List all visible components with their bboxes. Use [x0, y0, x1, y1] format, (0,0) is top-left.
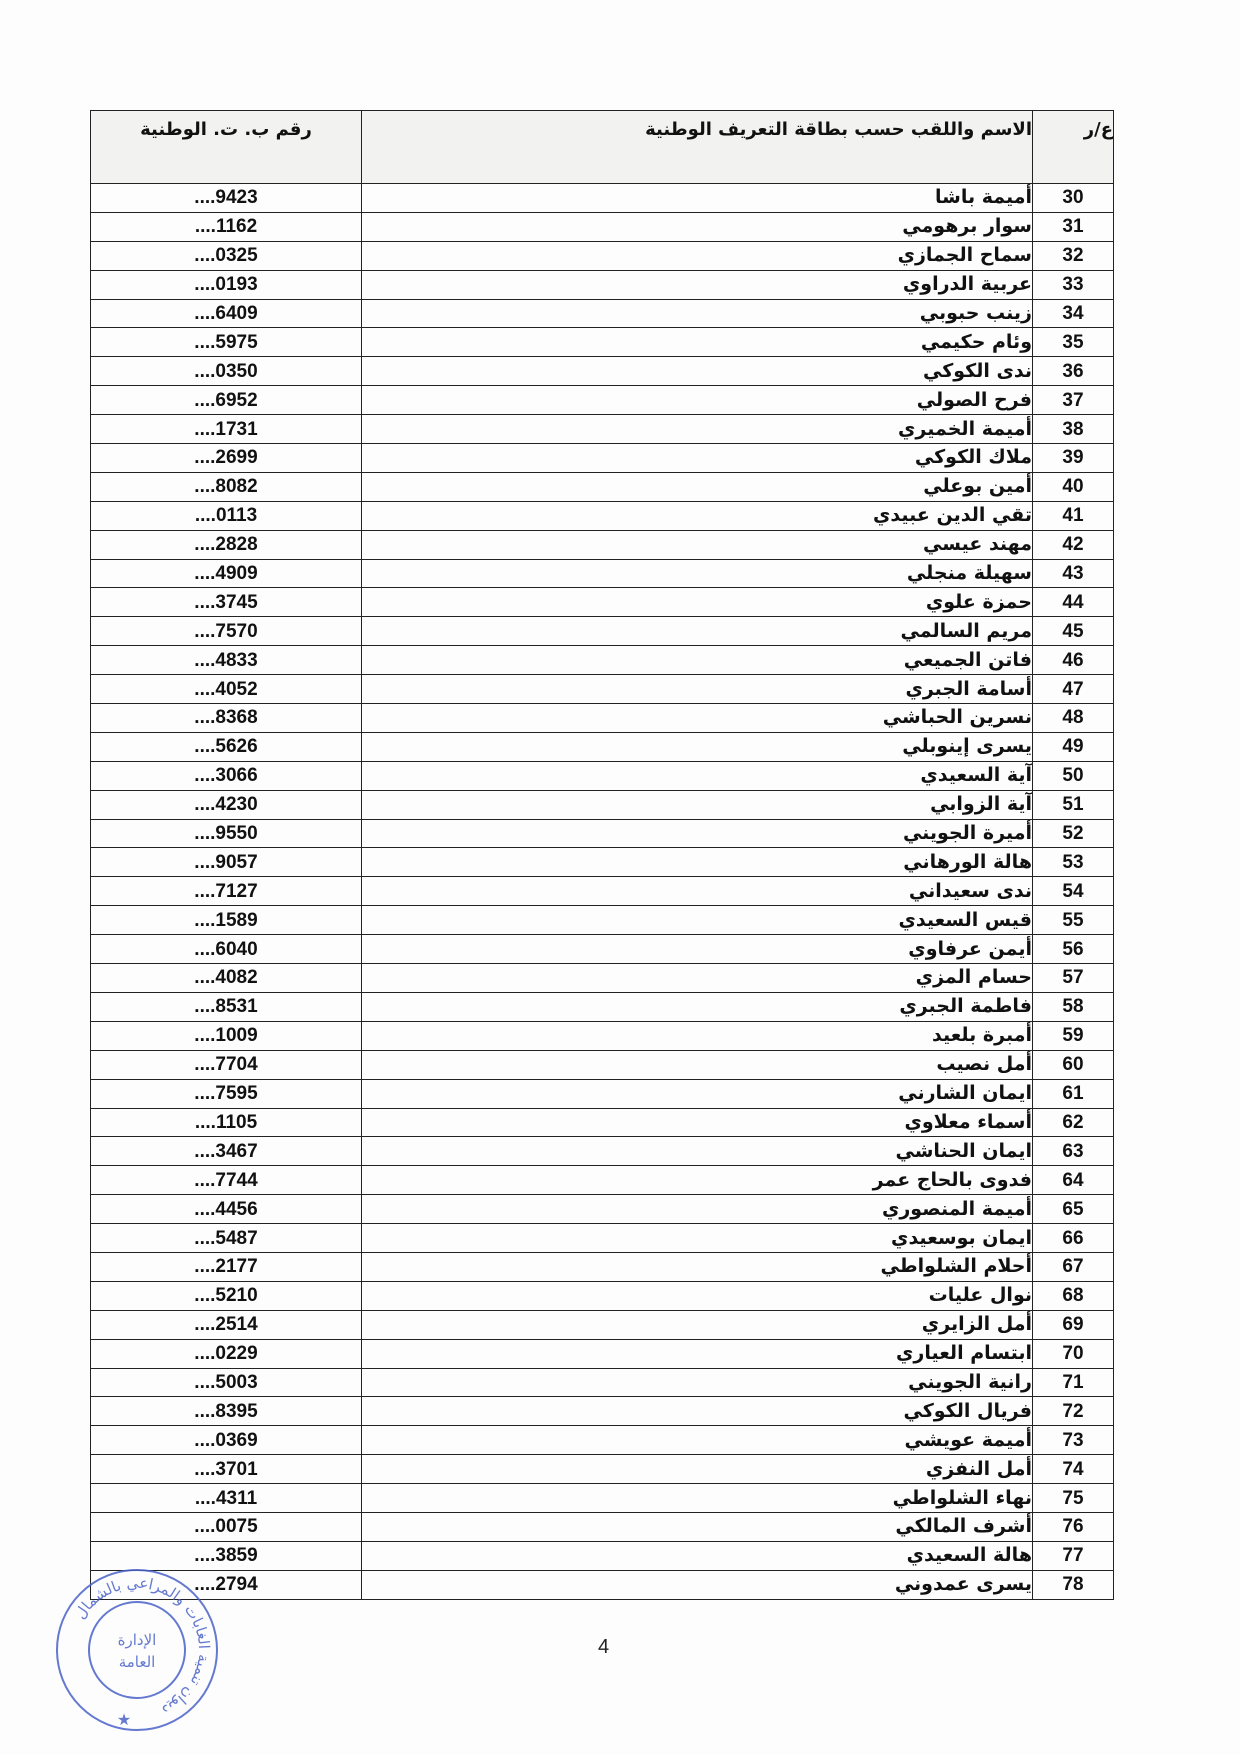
row-id-number: ....0229 — [91, 1339, 362, 1368]
roster-table — [90, 110, 1114, 1600]
row-id-number: ....1009 — [91, 1021, 362, 1050]
table-row — [91, 1108, 1114, 1137]
row-id-number: ....8531 — [91, 992, 362, 1021]
row-name: عربية الدراوي — [362, 270, 1033, 299]
table-row — [91, 328, 1114, 357]
table-row — [91, 1166, 1114, 1195]
table-row — [91, 386, 1114, 415]
row-name: تقي الدين عبيدي — [362, 501, 1033, 530]
row-name: مهند عيسي — [362, 530, 1033, 559]
table-row — [91, 184, 1114, 213]
table-row — [91, 357, 1114, 386]
row-name: ايمان الشارني — [362, 1079, 1033, 1108]
table-row — [91, 848, 1114, 877]
row-name: سهيلة منجلي — [362, 559, 1033, 588]
table-row — [91, 1050, 1114, 1079]
table-row — [91, 704, 1114, 733]
row-id-number: ....0113 — [91, 501, 362, 530]
row-number: 41 — [1033, 501, 1114, 530]
table-row — [91, 1021, 1114, 1050]
row-id-number: ....0075 — [91, 1512, 362, 1541]
row-number: 34 — [1033, 299, 1114, 328]
table-row — [91, 501, 1114, 530]
row-id-number: ....4311 — [91, 1484, 362, 1513]
row-number: 56 — [1033, 935, 1114, 964]
row-number: 48 — [1033, 704, 1114, 733]
row-number: 52 — [1033, 819, 1114, 848]
official-stamp — [52, 1565, 222, 1735]
row-number: 73 — [1033, 1426, 1114, 1455]
row-id-number: ....1731 — [91, 415, 362, 444]
row-name: ندى الكوكي — [362, 357, 1033, 386]
row-id-number: ....3701 — [91, 1455, 362, 1484]
table-row — [91, 1455, 1114, 1484]
table-row — [91, 1252, 1114, 1281]
row-number: 58 — [1033, 992, 1114, 1021]
row-number: 63 — [1033, 1137, 1114, 1166]
row-name: فاطمة الجبري — [362, 992, 1033, 1021]
row-number: 54 — [1033, 877, 1114, 906]
table-row — [91, 1570, 1114, 1599]
row-number: 65 — [1033, 1195, 1114, 1224]
row-id-number: ....5003 — [91, 1368, 362, 1397]
row-number: 75 — [1033, 1484, 1114, 1513]
stamp-ring-text: ديوان تنمية الغابات والمراعي بالشمال — [70, 1573, 214, 1720]
row-name: ملاك الكوكي — [362, 444, 1033, 473]
row-name: أميرة الجويني — [362, 819, 1033, 848]
row-name: أميمة الخميري — [362, 415, 1033, 444]
row-number: 44 — [1033, 588, 1114, 617]
table-row — [91, 877, 1114, 906]
table-row — [91, 241, 1114, 270]
row-id-number: ....6409 — [91, 299, 362, 328]
table-row — [91, 415, 1114, 444]
row-number: 67 — [1033, 1252, 1114, 1281]
row-name: ايمان الحناشي — [362, 1137, 1033, 1166]
table-row — [91, 1397, 1114, 1426]
row-id-number: ....4230 — [91, 790, 362, 819]
row-name: آية السعيدي — [362, 761, 1033, 790]
row-name: نسرين الحباشي — [362, 704, 1033, 733]
table-row — [91, 588, 1114, 617]
row-id-number: ....4082 — [91, 964, 362, 993]
row-number: 47 — [1033, 675, 1114, 704]
row-id-number: ....4456 — [91, 1195, 362, 1224]
row-name: حمزة علوي — [362, 588, 1033, 617]
table-row — [91, 646, 1114, 675]
row-name: سماح الجمازي — [362, 241, 1033, 270]
row-id-number: ....3859 — [91, 1541, 362, 1570]
table-row — [91, 790, 1114, 819]
table-row — [91, 444, 1114, 473]
row-id-number: ....7127 — [91, 877, 362, 906]
row-number: 62 — [1033, 1108, 1114, 1137]
table-row — [91, 1368, 1114, 1397]
row-number: 68 — [1033, 1281, 1114, 1310]
row-name: نوال عليات — [362, 1281, 1033, 1310]
roster-body — [91, 184, 1114, 1600]
row-name: رانية الجويني — [362, 1368, 1033, 1397]
row-number: 37 — [1033, 386, 1114, 415]
row-number: 43 — [1033, 559, 1114, 588]
row-name: أيمن عرفاوي — [362, 935, 1033, 964]
table-row — [91, 675, 1114, 704]
row-number: 69 — [1033, 1310, 1114, 1339]
row-name: أميمة باشا — [362, 184, 1033, 213]
row-number: 46 — [1033, 646, 1114, 675]
row-number: 36 — [1033, 357, 1114, 386]
row-name: نهاء الشلواطي — [362, 1484, 1033, 1513]
row-name: أميمة المنصوري — [362, 1195, 1033, 1224]
row-number: 71 — [1033, 1368, 1114, 1397]
row-name: يسرى إينوبلي — [362, 732, 1033, 761]
table-row — [91, 559, 1114, 588]
row-id-number: ....0193 — [91, 270, 362, 299]
row-name: فاتن الجميعي — [362, 646, 1033, 675]
row-number: 77 — [1033, 1541, 1114, 1570]
row-id-number: ....3467 — [91, 1137, 362, 1166]
row-id-number: ....1589 — [91, 906, 362, 935]
row-id-number: ....6952 — [91, 386, 362, 415]
row-name: حسام المزي — [362, 964, 1033, 993]
row-id-number: ....3745 — [91, 588, 362, 617]
table-row — [91, 964, 1114, 993]
row-id-number: ....5487 — [91, 1224, 362, 1253]
row-number: 53 — [1033, 848, 1114, 877]
row-id-number: ....4833 — [91, 646, 362, 675]
header-number: ع/ر — [1033, 111, 1114, 184]
table-row — [91, 1195, 1114, 1224]
row-id-number: ....1162 — [91, 212, 362, 241]
row-id-number: ....2177 — [91, 1252, 362, 1281]
row-id-number: ....9423 — [91, 184, 362, 213]
row-name: مريم السالمي — [362, 617, 1033, 646]
row-id-number: ....7595 — [91, 1079, 362, 1108]
row-name: ابتسام العياري — [362, 1339, 1033, 1368]
row-number: 60 — [1033, 1050, 1114, 1079]
page-number: 4 — [598, 1636, 610, 1658]
row-id-number: ....0369 — [91, 1426, 362, 1455]
row-id-number: ....2828 — [91, 530, 362, 559]
row-id-number: ....4909 — [91, 559, 362, 588]
row-name: أسماء معلاوي — [362, 1108, 1033, 1137]
row-number: 78 — [1033, 1570, 1114, 1599]
row-id-number: ....5626 — [91, 732, 362, 761]
row-number: 35 — [1033, 328, 1114, 357]
stamp-inner-ring — [89, 1602, 185, 1698]
row-name: أحلام الشلواطي — [362, 1252, 1033, 1281]
table-row — [91, 819, 1114, 848]
table-row — [91, 1281, 1114, 1310]
table-row — [91, 212, 1114, 241]
row-name: ندى سعيداني — [362, 877, 1033, 906]
star-icon: ★ — [116, 1710, 132, 1729]
row-number: 45 — [1033, 617, 1114, 646]
row-name: سوار برهومي — [362, 212, 1033, 241]
stamp-outer-ring — [57, 1570, 217, 1730]
row-id-number: ....2699 — [91, 444, 362, 473]
table-header-row — [91, 111, 1114, 184]
row-name: أشرف المالكي — [362, 1512, 1033, 1541]
row-number: 42 — [1033, 530, 1114, 559]
header-id-number: رقم ب. ت. الوطنية — [91, 111, 362, 184]
table-row — [91, 1541, 1114, 1570]
row-number: 38 — [1033, 415, 1114, 444]
row-number: 31 — [1033, 212, 1114, 241]
row-name: أسامة الجبري — [362, 675, 1033, 704]
row-number: 76 — [1033, 1512, 1114, 1541]
row-name: أمل نصيب — [362, 1050, 1033, 1079]
row-number: 57 — [1033, 964, 1114, 993]
table-row — [91, 530, 1114, 559]
row-name: ايمان بوسعيدي — [362, 1224, 1033, 1253]
table-row — [91, 1310, 1114, 1339]
row-number: 50 — [1033, 761, 1114, 790]
row-id-number: ....2794 — [91, 1570, 362, 1599]
row-id-number: ....5210 — [91, 1281, 362, 1310]
row-id-number: ....3066 — [91, 761, 362, 790]
table-row — [91, 472, 1114, 501]
row-id-number: ....2514 — [91, 1310, 362, 1339]
table-row — [91, 1512, 1114, 1541]
row-id-number: ....8368 — [91, 704, 362, 733]
table-row — [91, 992, 1114, 1021]
row-number: 59 — [1033, 1021, 1114, 1050]
row-number: 32 — [1033, 241, 1114, 270]
row-name: أمل النفزي — [362, 1455, 1033, 1484]
row-name: هالة الورهاني — [362, 848, 1033, 877]
row-number: 70 — [1033, 1339, 1114, 1368]
row-id-number: ....0350 — [91, 357, 362, 386]
row-name: فرح الصولي — [362, 386, 1033, 415]
row-number: 74 — [1033, 1455, 1114, 1484]
row-name: هالة السعيدي — [362, 1541, 1033, 1570]
row-id-number: ....1105 — [91, 1108, 362, 1137]
stamp-center-line2: العامة — [118, 1653, 156, 1671]
row-number: 40 — [1033, 472, 1114, 501]
table-row — [91, 1484, 1114, 1513]
row-name: قيس السعيدي — [362, 906, 1033, 935]
header-name: الاسم واللقب حسب بطاقة التعريف الوطنية — [362, 111, 1033, 184]
table-row — [91, 1339, 1114, 1368]
row-name: أمل الزايري — [362, 1310, 1033, 1339]
row-id-number: ....7704 — [91, 1050, 362, 1079]
row-number: 51 — [1033, 790, 1114, 819]
row-id-number: ....6040 — [91, 935, 362, 964]
row-number: 33 — [1033, 270, 1114, 299]
table-row — [91, 617, 1114, 646]
row-id-number: ....8395 — [91, 1397, 362, 1426]
row-number: 66 — [1033, 1224, 1114, 1253]
row-id-number: ....9550 — [91, 819, 362, 848]
row-id-number: ....7570 — [91, 617, 362, 646]
row-name: آية الزوابي — [362, 790, 1033, 819]
row-number: 39 — [1033, 444, 1114, 473]
row-name: أميمة عويشي — [362, 1426, 1033, 1455]
row-name: وئام حكيمي — [362, 328, 1033, 357]
row-id-number: ....0325 — [91, 241, 362, 270]
table-row — [91, 270, 1114, 299]
row-id-number: ....5975 — [91, 328, 362, 357]
row-id-number: ....7744 — [91, 1166, 362, 1195]
row-number: 49 — [1033, 732, 1114, 761]
table-row — [91, 906, 1114, 935]
table-row — [91, 299, 1114, 328]
table-row — [91, 1079, 1114, 1108]
row-name: فدوى بالحاج عمر — [362, 1166, 1033, 1195]
row-number: 30 — [1033, 184, 1114, 213]
row-id-number: ....8082 — [91, 472, 362, 501]
row-id-number: ....9057 — [91, 848, 362, 877]
row-name: أمين بوعلي — [362, 472, 1033, 501]
table-row — [91, 1224, 1114, 1253]
row-number: 64 — [1033, 1166, 1114, 1195]
row-name: أمبرة بلعيد — [362, 1021, 1033, 1050]
table-row — [91, 732, 1114, 761]
row-name: فريال الكوكي — [362, 1397, 1033, 1426]
row-name: يسرى عمدوني — [362, 1570, 1033, 1599]
row-name: زينب حبوبي — [362, 299, 1033, 328]
row-number: 72 — [1033, 1397, 1114, 1426]
row-number: 61 — [1033, 1079, 1114, 1108]
stamp-center-line1: الإدارة — [117, 1631, 157, 1649]
table-row — [91, 1137, 1114, 1166]
row-number: 55 — [1033, 906, 1114, 935]
table-row — [91, 1426, 1114, 1455]
table-row — [91, 761, 1114, 790]
row-id-number: ....4052 — [91, 675, 362, 704]
table-row — [91, 935, 1114, 964]
